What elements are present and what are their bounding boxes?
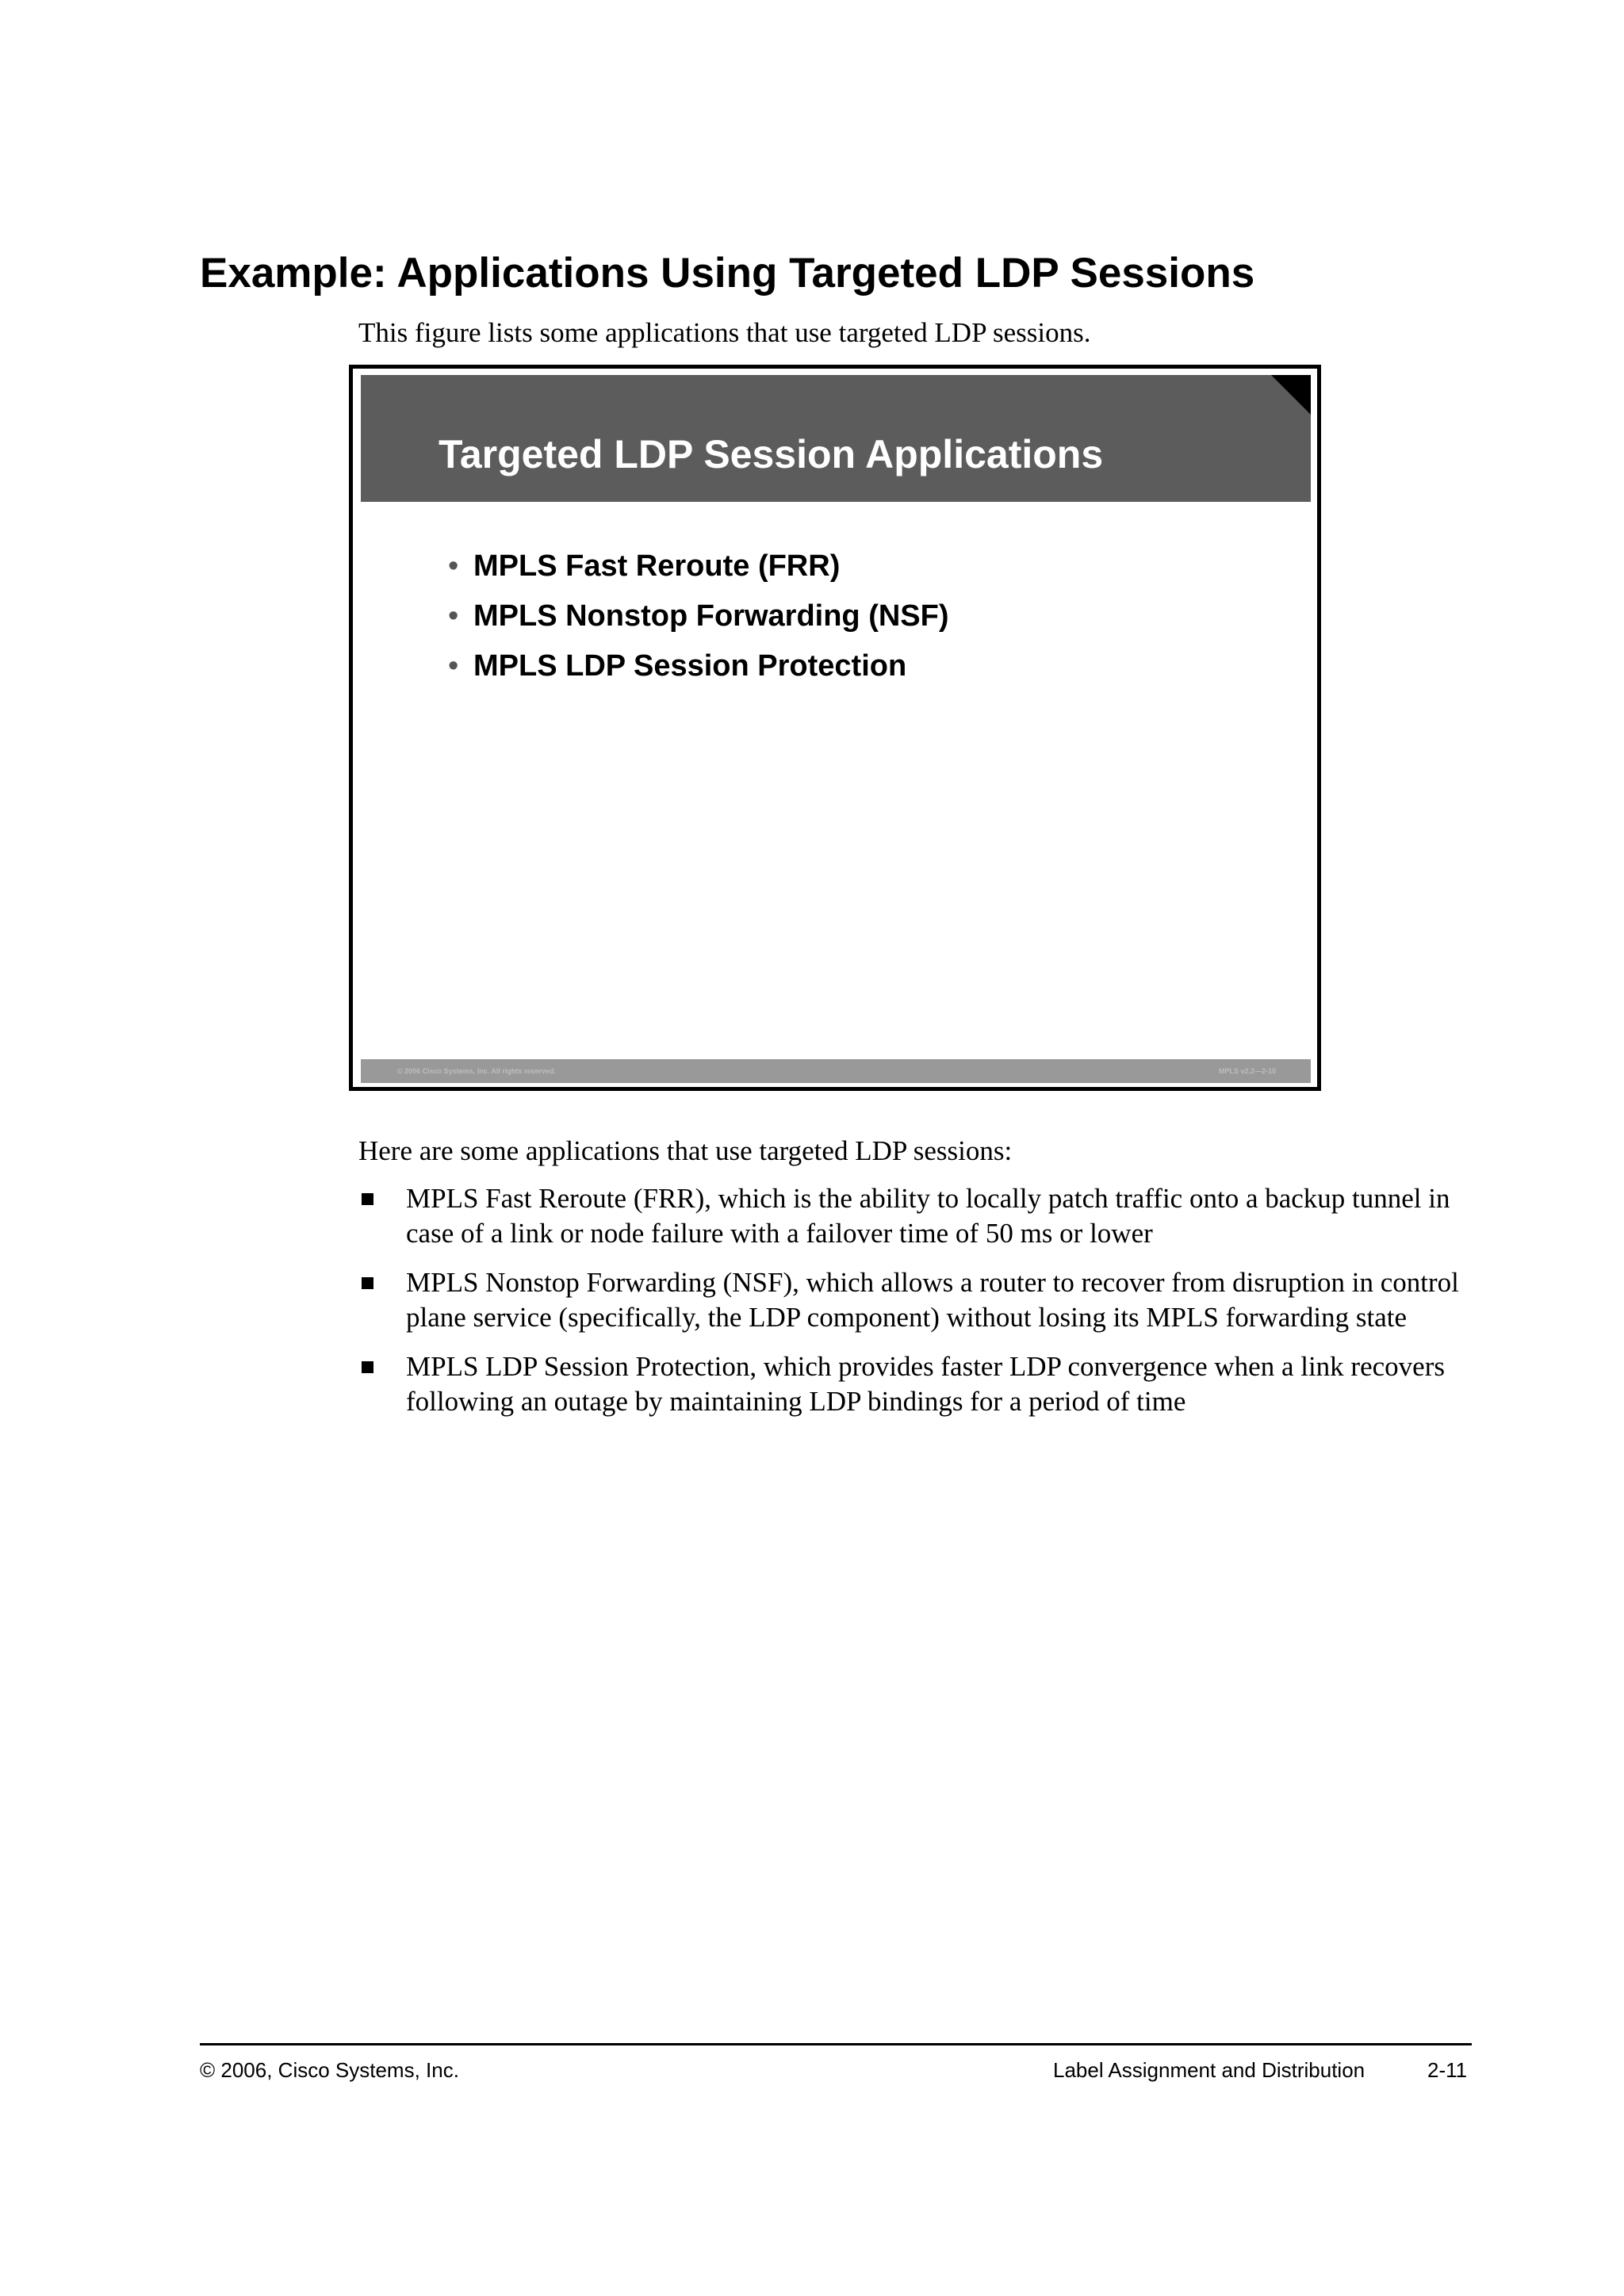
- list-item-text: MPLS LDP Session Protection, which provides faster LDP convergence when a link recovers following an outage by maintaining LDP bindings for a period of time: [406, 1351, 1445, 1417]
- body-lead: Here are some applications that use targeted LDP sessions:: [358, 1135, 1013, 1166]
- bullet-dot-icon: •: [448, 549, 459, 583]
- slide-title: Targeted LDP Session Applications: [439, 432, 1104, 476]
- footer-divider: [200, 2043, 1472, 2045]
- slide-bullet-text: MPLS Fast Reroute (FRR): [473, 549, 841, 583]
- slide-header-bar: [361, 375, 1311, 502]
- slide-footer-copyright: © 2006 Cisco Systems, Inc. All rights reserved.: [397, 1067, 556, 1075]
- slide-bullet: [448, 541, 949, 591]
- list-item: [358, 1349, 1484, 1419]
- bullet-dot-icon: •: [448, 649, 459, 683]
- page-heading: Example: Applications Using Targeted LDP Sessions: [200, 250, 1255, 297]
- intro-text: This figure lists some applications that use targeted LDP sessions.: [358, 317, 1091, 348]
- list-item-text: MPLS Fast Reroute (FRR), which is the ability to locally patch traffic onto a backup tunnel in case of a link or node failure with a failover time of 50 ms or lower: [406, 1183, 1450, 1249]
- slide-bullet-text: MPLS LDP Session Protection: [473, 649, 907, 683]
- list-item: [358, 1181, 1484, 1251]
- slide-bullet-text: MPLS Nonstop Forwarding (NSF): [473, 599, 949, 633]
- square-bullet-icon: [362, 1277, 373, 1289]
- list-item: [358, 1265, 1484, 1335]
- square-bullet-icon: [362, 1193, 373, 1205]
- slide-bullet: [448, 641, 949, 691]
- slide-corner-triangle: [1271, 375, 1311, 415]
- list-item-text: MPLS Nonstop Forwarding (NSF), which allows a router to recover from disruption in control plane service (specifically, the LDP component) without losing its MPLS forwarding state: [406, 1267, 1459, 1333]
- footer-copyright: © 2006, Cisco Systems, Inc.: [200, 2058, 459, 2082]
- footer-page-number: 2-11: [1427, 2058, 1468, 2082]
- slide-footer-code: MPLS v2.2—2-10: [1218, 1067, 1276, 1075]
- square-bullet-icon: [362, 1361, 373, 1373]
- body-bullet-list: [358, 1181, 1484, 1433]
- bullet-dot-icon: •: [448, 599, 459, 633]
- slide-bullet: [448, 591, 949, 641]
- footer-section-title: Label Assignment and Distribution: [1053, 2058, 1365, 2082]
- slide-figure: [349, 365, 1321, 1091]
- slide-bullet-list: [448, 541, 949, 691]
- slide-footer-bar: [361, 1059, 1311, 1083]
